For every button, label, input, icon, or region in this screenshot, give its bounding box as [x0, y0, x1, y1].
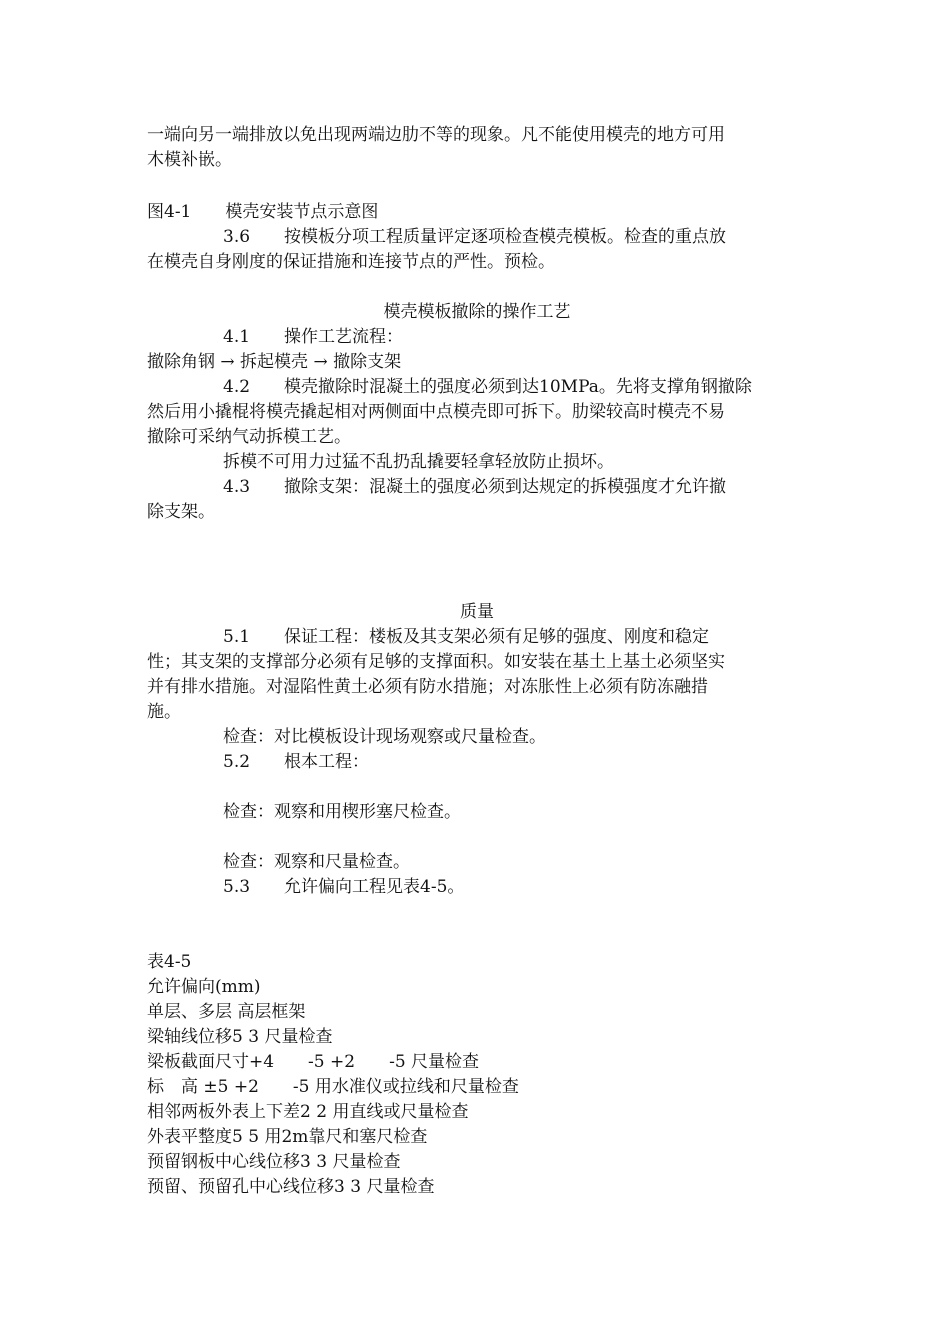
paragraph-5-1: 5.1 保证工程：楼板及其支架必须有足够的强度、刚度和稳定 — [223, 627, 710, 647]
text-line: 检查：观察和用楔形塞尺检查。 — [223, 802, 461, 822]
section-heading-quality: 质量 — [460, 602, 494, 622]
text-line: 撤除可采纳气动拆模工艺。 — [147, 427, 351, 447]
section-heading-removal: 模壳模板撤除的操作工艺 — [383, 302, 571, 322]
table-header: 允许偏向(mm) — [147, 977, 261, 997]
paragraph-3-6: 3.6 按模板分项工程质量评定逐项检查模壳模板。检查的重点放 — [223, 227, 727, 247]
paragraph-4-3: 4.3 撤除支架：混凝土的强度必须到达规定的拆模强度才允许撤 — [223, 477, 727, 497]
table-row: 梁板截面尺寸+4 -5 +2 -5 尺量检查 — [147, 1052, 480, 1072]
paragraph-4-1: 4.1 操作工艺流程： — [223, 327, 404, 347]
paragraph-4-2: 4.2 模壳撤除时混凝土的强度必须到达10MPa。先将支撑角钢撤除 — [223, 377, 752, 397]
table-row: 预留、预留孔中心线位移3 3 尺量检查 — [147, 1177, 435, 1197]
process-flow: 撤除角钢 → 拆起模壳 → 撤除支架 — [147, 352, 402, 372]
text-line: 性；其支架的支撑部分必须有足够的支撑面积。如安装在基土上基土必须坚实 — [147, 652, 725, 672]
table-row: 外表平整度5 5 用2m靠尺和塞尺检查 — [147, 1127, 428, 1147]
table-row: 梁轴线位移5 3 尺量检查 — [147, 1027, 333, 1047]
paragraph-5-3: 5.3 允许偏向工程见表4-5。 — [223, 877, 465, 897]
table-row: 预留钢板中心线位移3 3 尺量检查 — [147, 1152, 401, 1172]
text-line: 在模壳自身刚度的保证措施和连接节点的严性。预检。 — [147, 252, 555, 272]
paragraph-5-2: 5.2 根本工程： — [223, 752, 370, 772]
text-line: 除支架。 — [147, 502, 215, 522]
text-line: 并有排水措施。对湿陷性黄土必须有防水措施；对冻胀性上必须有防冻融措 — [147, 677, 708, 697]
text-line: 检查：对比模板设计现场观察或尺量检查。 — [223, 727, 546, 747]
table-row: 相邻两板外表上下差2 2 用直线或尺量检查 — [147, 1102, 469, 1122]
table-title: 表4-5 — [147, 952, 192, 972]
figure-caption: 图4-1 模壳安装节点示意图 — [147, 202, 379, 222]
text-line: 一端向另一端排放以免出现两端边肋不等的现象。凡不能使用模壳的地方可用 — [147, 125, 725, 145]
table-header: 单层、多层 高层框架 — [147, 1002, 306, 1022]
text-line: 木模补嵌。 — [147, 150, 232, 170]
text-line: 然后用小撬棍将模壳撬起相对两侧面中点模壳即可拆下。肋梁较高时模壳不易 — [147, 402, 725, 422]
text-line: 施。 — [147, 702, 181, 722]
table-row: 标 高 ±5 +2 -5 用水准仪或拉线和尺量检查 — [147, 1077, 519, 1097]
text-line: 检查：观察和尺量检查。 — [223, 852, 410, 872]
text-line: 拆模不可用力过猛不乱扔乱撬要轻拿轻放防止损坏。 — [223, 452, 614, 472]
